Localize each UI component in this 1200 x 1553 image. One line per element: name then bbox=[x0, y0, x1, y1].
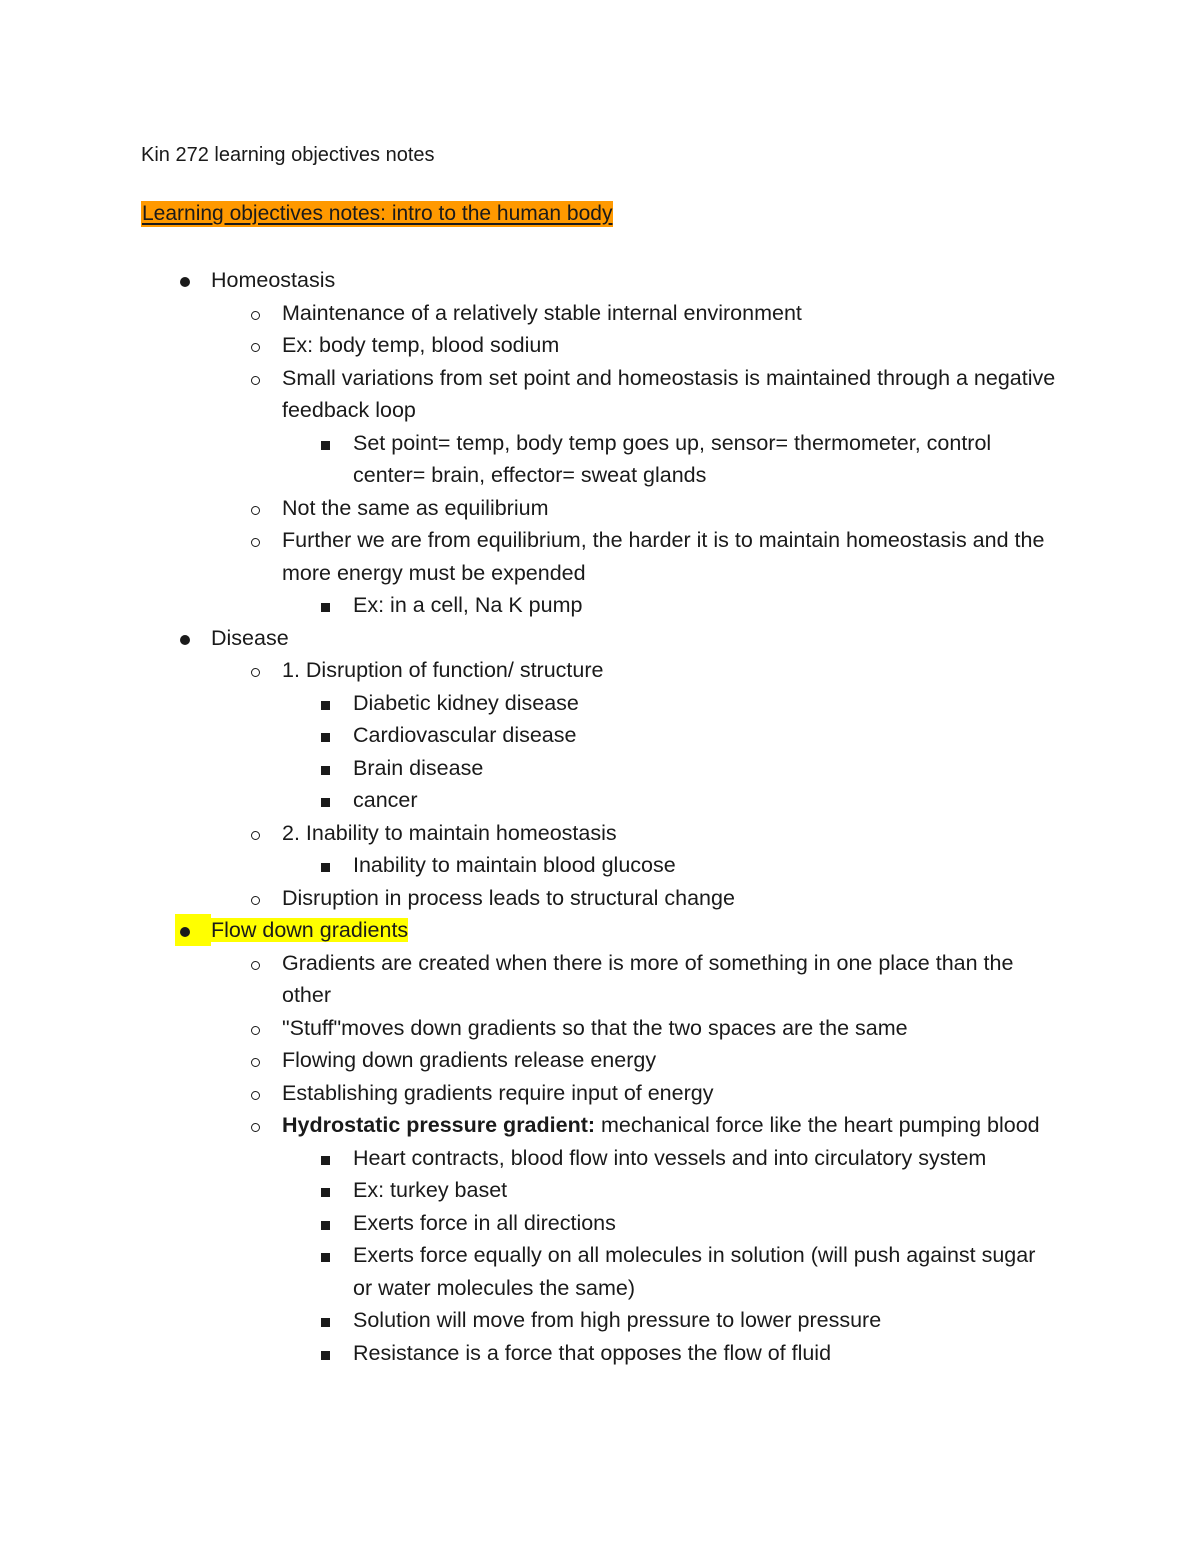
term-bold: Hydrostatic pressure gradient: bbox=[282, 1113, 596, 1137]
list-item-hydrostatic bbox=[0, 1109, 1057, 1142]
list-item-text: Not the same as equilibrium bbox=[282, 495, 549, 520]
list-item-text: Cardiovascular disease bbox=[353, 723, 577, 747]
section-heading bbox=[141, 199, 613, 229]
bullet-square-icon bbox=[315, 752, 335, 785]
bullet-square-icon bbox=[315, 589, 335, 622]
list-item bbox=[0, 492, 1057, 525]
list-item-text: Exerts force in all directions bbox=[353, 1210, 616, 1235]
bullet-circle-icon bbox=[245, 654, 265, 687]
list-item-text: Ex: in a cell, Na K pump bbox=[353, 593, 583, 617]
list-item-text: Brain disease bbox=[353, 755, 484, 780]
list-item-text: Heart contracts, blood flow into vessels and into circulatory system bbox=[353, 1145, 987, 1170]
list-item-text: Establishing gradients require input of energy bbox=[282, 1080, 714, 1105]
bullet-square-icon bbox=[315, 784, 335, 817]
list-item-text: Gradients are created when there is more of something in one place than the other bbox=[282, 950, 1014, 1007]
list-item bbox=[0, 362, 1057, 427]
list-item-text: Inability to maintain blood glucose bbox=[353, 853, 676, 877]
bullet-circle-icon bbox=[245, 817, 265, 850]
list-item bbox=[0, 1207, 1058, 1240]
bullet-square-icon bbox=[315, 1239, 335, 1272]
document-title: Kin 272 learning objectives notes bbox=[141, 144, 435, 166]
list-item-gradients bbox=[0, 914, 1061, 947]
list-item-homeostasis bbox=[0, 264, 1061, 297]
list-item bbox=[0, 1239, 1058, 1304]
bullet-circle-icon bbox=[245, 329, 265, 362]
bullet-circle-icon bbox=[245, 1044, 265, 1077]
list-item bbox=[0, 654, 1057, 687]
list-item bbox=[0, 524, 1057, 589]
list-item-text: Maintenance of a relatively stable internal environment bbox=[282, 300, 802, 325]
bullet-square-icon bbox=[315, 1207, 335, 1240]
bullet-square-icon bbox=[315, 1304, 335, 1337]
list-item bbox=[0, 817, 1057, 850]
bullet-square-icon bbox=[315, 1337, 335, 1370]
list-item-text: Diabetic kidney disease bbox=[353, 690, 579, 715]
list-item-text: Disease bbox=[211, 625, 289, 650]
list-item bbox=[0, 882, 1057, 915]
bullet-disc-icon bbox=[175, 914, 195, 947]
list-item-text: mechanical force like the heart pumping blood bbox=[595, 1113, 1040, 1137]
bullet-disc-icon bbox=[175, 264, 195, 297]
list-item bbox=[0, 687, 1058, 720]
bullet-disc-icon bbox=[175, 622, 195, 655]
list-item bbox=[0, 1044, 1057, 1077]
list-item-text: "Stuff"moves down gradients so that the two spaces are the same bbox=[282, 1015, 908, 1040]
list-item-text: Further we are from equilibrium, the harder it is to maintain homeostasis and the more energy must be expended bbox=[282, 528, 1045, 585]
bullet-square-icon bbox=[315, 849, 335, 882]
list-item-text: Set point= temp, body temp goes up, sensor= thermometer, control center= brain, effector= sweat glands bbox=[353, 430, 992, 487]
list-item bbox=[0, 947, 1057, 1012]
list-item bbox=[0, 1012, 1057, 1045]
bullet-circle-icon bbox=[245, 492, 265, 525]
list-item bbox=[0, 1337, 1058, 1370]
list-item-text: Exerts force equally on all molecules in solution (will push against sugar or water molecules the same) bbox=[353, 1243, 1036, 1300]
bullet-circle-icon bbox=[245, 947, 265, 980]
bullet-circle-icon bbox=[245, 524, 265, 557]
list-item bbox=[0, 849, 1058, 882]
list-item-text: Ex: turkey baset bbox=[353, 1178, 508, 1202]
bullet-circle-icon bbox=[245, 1109, 265, 1142]
list-item bbox=[0, 1142, 1058, 1175]
list-item bbox=[0, 427, 1058, 492]
bullet-square-icon bbox=[315, 427, 335, 460]
list-item bbox=[0, 1174, 1058, 1207]
bullet-square-icon bbox=[315, 687, 335, 720]
bullet-square-icon bbox=[315, 1174, 335, 1207]
bullet-square-icon bbox=[315, 1142, 335, 1175]
list-item bbox=[0, 784, 1058, 817]
bullet-circle-icon bbox=[245, 297, 265, 330]
list-item-text: Disruption in process leads to structural change bbox=[282, 885, 735, 910]
list-item-text: Ex: body temp, blood sodium bbox=[282, 333, 560, 357]
list-item bbox=[0, 1077, 1057, 1110]
bullet-circle-icon bbox=[245, 362, 265, 395]
list-item-text: Homeostasis bbox=[211, 268, 336, 292]
bullet-circle-icon bbox=[245, 1077, 265, 1110]
notes-outline bbox=[0, 264, 1200, 1369]
list-item bbox=[0, 719, 1058, 752]
list-item-text: Small variations from set point and homeostasis is maintained through a negative feedback loop bbox=[282, 365, 1056, 422]
list-item-text: 1. Disruption of function/ structure bbox=[282, 658, 604, 682]
list-item-text: Solution will move from high pressure to lower pressure bbox=[353, 1308, 882, 1332]
list-item bbox=[0, 752, 1058, 785]
bullet-square-icon bbox=[315, 719, 335, 752]
list-item bbox=[0, 1304, 1058, 1337]
list-item-text: Flowing down gradients release energy bbox=[282, 1048, 657, 1072]
list-item-text: Resistance is a force that opposes the flow of fluid bbox=[353, 1340, 832, 1365]
list-item-text: cancer bbox=[353, 788, 418, 812]
bullet-circle-icon bbox=[245, 882, 265, 915]
list-item-text: 2. Inability to maintain homeostasis bbox=[282, 820, 617, 845]
list-item-disease bbox=[0, 622, 1061, 655]
list-item-text: Flow down gradients bbox=[211, 918, 409, 942]
bullet-circle-icon bbox=[245, 1012, 265, 1045]
list-item bbox=[0, 589, 1058, 622]
section-heading-text: Learning objectives notes: intro to the human body bbox=[142, 202, 613, 225]
list-item bbox=[0, 329, 1057, 362]
list-item bbox=[0, 297, 1057, 330]
